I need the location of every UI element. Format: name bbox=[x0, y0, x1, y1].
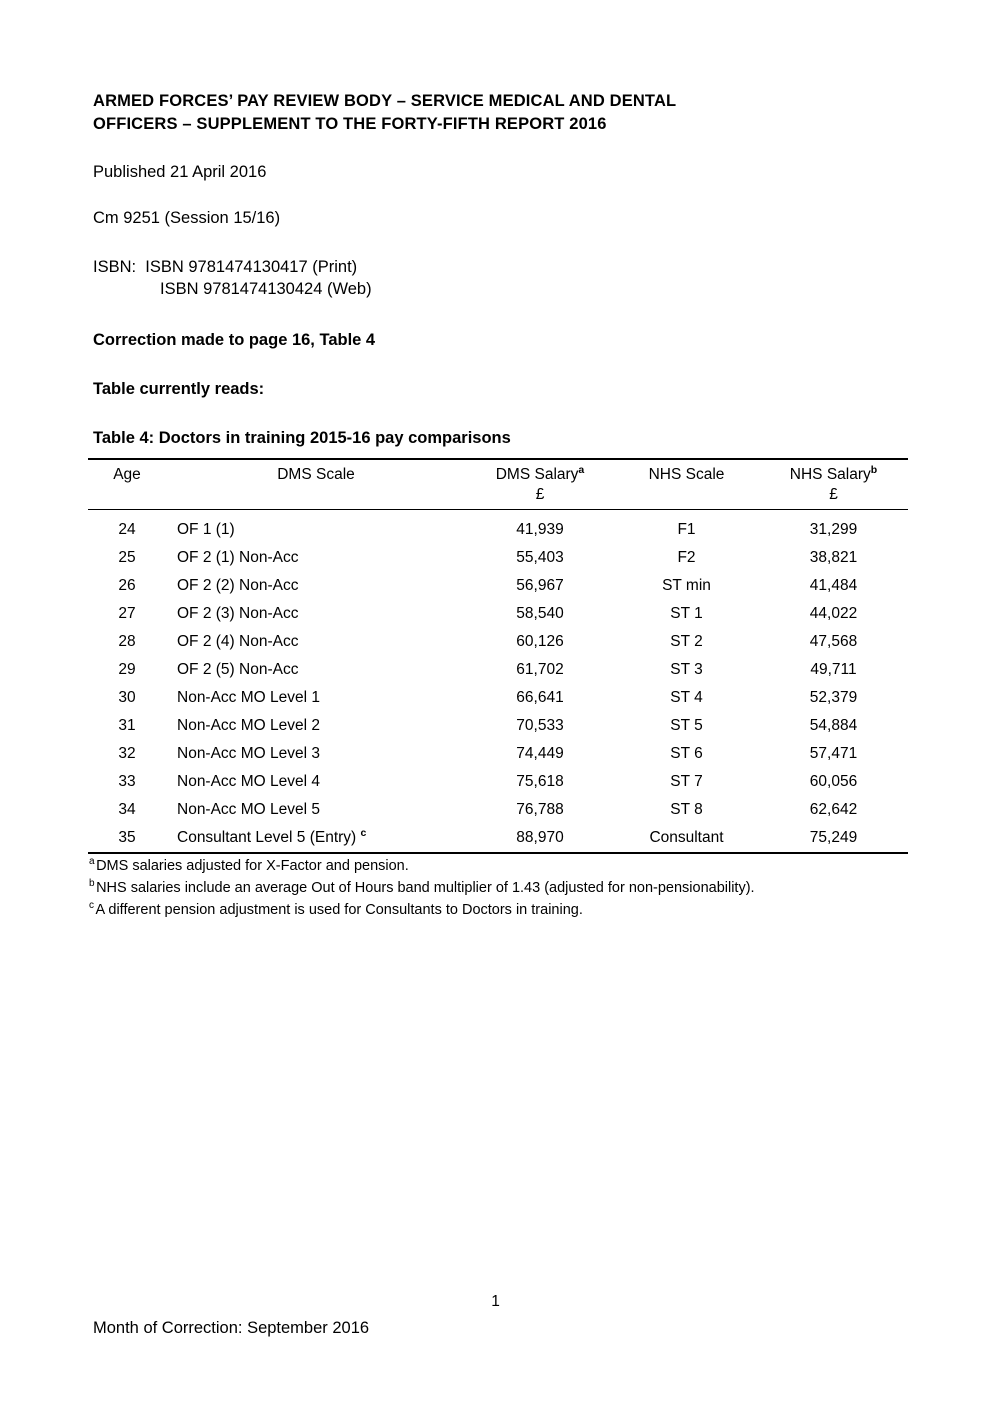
cell-nhs-scale: ST 8 bbox=[670, 800, 703, 818]
cell-dms-scale-label: Non-Acc MO Level 4 bbox=[177, 772, 320, 790]
cell-dms-salary: 55,403 bbox=[516, 548, 564, 566]
cell-nhs-scale: ST 1 bbox=[670, 604, 703, 622]
table-row bbox=[88, 712, 908, 740]
cell-nhs-salary: 31,299 bbox=[809, 520, 858, 538]
footnote bbox=[89, 877, 913, 899]
column-header-dms-salary-label: DMS Salary bbox=[495, 465, 579, 483]
cell-nhs-scale: ST min bbox=[662, 576, 711, 594]
cell-dms-scale-label: Non-Acc MO Level 1 bbox=[177, 688, 320, 706]
footnote bbox=[89, 899, 913, 921]
correction-heading: Correction made to page 16, Table 4 bbox=[93, 331, 376, 350]
command-paper-reference: Cm 9251 (Session 15/16) bbox=[93, 209, 281, 228]
cell-age: 28 bbox=[118, 632, 136, 650]
table-footnotes bbox=[89, 855, 913, 921]
pay-comparison-table-wrapper bbox=[88, 458, 908, 854]
table-row bbox=[88, 768, 908, 796]
footnote-marker: b bbox=[89, 877, 95, 889]
cell-nhs-scale: ST 6 bbox=[670, 744, 703, 762]
table-row bbox=[88, 572, 908, 600]
table-caption: Table 4: Doctors in training 2015-16 pay comparisons bbox=[93, 429, 511, 448]
cell-nhs-scale: ST 7 bbox=[670, 772, 703, 790]
cell-dms-salary: 61,702 bbox=[516, 660, 564, 678]
table-row bbox=[88, 796, 908, 824]
cell-age: 27 bbox=[118, 604, 136, 622]
page-title bbox=[93, 90, 823, 137]
cell-dms-scale bbox=[166, 656, 466, 684]
cell-dms-salary: 75,618 bbox=[516, 772, 564, 790]
page-title-line-2: OFFICERS – SUPPLEMENT TO THE FORTY-FIFTH REPORT 2016 bbox=[93, 115, 607, 134]
table-row bbox=[88, 824, 908, 853]
column-header-nhs-salary bbox=[759, 459, 908, 510]
cell-dms-scale-label: OF 2 (4) Non-Acc bbox=[177, 632, 299, 650]
table-row bbox=[88, 544, 908, 572]
cell-nhs-salary: 54,884 bbox=[809, 716, 858, 734]
footnote-text: NHS salaries include an average Out of Hours band multiplier of 1.43 (adjusted for non-pensionability). bbox=[96, 879, 755, 896]
cell-nhs-salary: 75,249 bbox=[759, 824, 908, 853]
column-header-dms-scale bbox=[166, 459, 466, 510]
cell-nhs-scale: ST 4 bbox=[670, 688, 703, 706]
cell-nhs-salary: 38,821 bbox=[809, 548, 858, 566]
footnote-text: DMS salaries adjusted for X-Factor and pension. bbox=[96, 857, 409, 874]
column-header-nhs-salary-unit: £ bbox=[829, 486, 838, 504]
cell-age: 35 bbox=[88, 824, 166, 853]
cell-dms-scale bbox=[166, 824, 466, 853]
cell-dms-salary: 60,126 bbox=[516, 632, 564, 650]
table-row bbox=[88, 684, 908, 712]
month-of-correction: Month of Correction: September 2016 bbox=[93, 1319, 370, 1337]
isbn-block bbox=[93, 256, 913, 302]
cell-dms-scale bbox=[166, 600, 466, 628]
table-row bbox=[88, 600, 908, 628]
footnote-marker-c: c bbox=[360, 826, 367, 839]
cell-dms-scale bbox=[166, 628, 466, 656]
currently-reads-heading: Table currently reads: bbox=[93, 379, 265, 398]
cell-age: 29 bbox=[118, 660, 136, 678]
column-header-age-label: Age bbox=[113, 465, 141, 483]
page-number: 1 bbox=[491, 1293, 500, 1310]
cell-dms-scale-label: OF 2 (5) Non-Acc bbox=[177, 660, 299, 678]
cell-dms-salary: 66,641 bbox=[516, 688, 564, 706]
cell-age: 24 bbox=[118, 520, 136, 538]
cell-age: 26 bbox=[118, 576, 136, 594]
cell-dms-scale-label: OF 2 (1) Non-Acc bbox=[177, 548, 299, 566]
cell-dms-salary: 88,970 bbox=[466, 824, 614, 853]
isbn-print: ISBN: ISBN 9781474130417 (Print) bbox=[93, 257, 358, 276]
column-header-nhs-scale bbox=[614, 459, 759, 510]
column-header-dms-salary bbox=[466, 459, 614, 510]
cell-age: 30 bbox=[118, 688, 136, 706]
footnote-marker: c bbox=[89, 899, 94, 911]
cell-dms-scale-label: Consultant Level 5 (Entry) bbox=[177, 828, 361, 846]
cell-nhs-salary: 41,484 bbox=[809, 576, 858, 594]
cell-dms-salary: 70,533 bbox=[516, 716, 564, 734]
table-row bbox=[88, 509, 908, 544]
table-body bbox=[88, 509, 908, 853]
footnote-marker-b: b bbox=[870, 463, 878, 476]
cell-dms-salary: 76,788 bbox=[516, 800, 564, 818]
footnote-marker: a bbox=[89, 855, 95, 867]
column-header-age bbox=[88, 459, 166, 510]
table-row bbox=[88, 740, 908, 768]
document-content bbox=[89, 90, 913, 921]
cell-dms-scale bbox=[166, 740, 466, 768]
cell-nhs-salary: 62,642 bbox=[809, 800, 858, 818]
cell-nhs-scale: F2 bbox=[677, 548, 696, 566]
cell-dms-scale bbox=[166, 509, 466, 544]
isbn-web: ISBN 9781474130424 (Web) bbox=[160, 280, 372, 299]
table-header-row bbox=[88, 459, 908, 510]
page-title-line-1: ARMED FORCES’ PAY REVIEW BODY – SERVICE MEDICAL AND DENTAL bbox=[93, 92, 677, 110]
cell-dms-scale bbox=[166, 768, 466, 796]
footnote-marker-a: a bbox=[578, 463, 585, 476]
cell-nhs-salary: 47,568 bbox=[809, 632, 858, 650]
cell-age: 34 bbox=[118, 800, 136, 818]
column-header-nhs-salary-label: NHS Salary bbox=[789, 465, 871, 483]
cell-dms-salary: 56,967 bbox=[516, 576, 564, 594]
column-header-dms-scale-label: DMS Scale bbox=[277, 465, 355, 483]
cell-nhs-scale: ST 3 bbox=[670, 660, 703, 678]
footnote-text: A different pension adjustment is used for Consultants to Doctors in training. bbox=[95, 901, 583, 918]
column-header-nhs-scale-label: NHS Scale bbox=[648, 465, 725, 483]
table-row bbox=[88, 628, 908, 656]
cell-nhs-salary: 44,022 bbox=[809, 604, 858, 622]
cell-age: 31 bbox=[118, 716, 136, 734]
cell-age: 25 bbox=[118, 548, 136, 566]
cell-dms-scale-label: Non-Acc MO Level 2 bbox=[177, 716, 320, 734]
cell-dms-scale-label: Non-Acc MO Level 5 bbox=[177, 800, 320, 818]
cell-dms-salary: 74,449 bbox=[516, 744, 564, 762]
cell-nhs-salary: 57,471 bbox=[809, 744, 858, 762]
cell-age: 33 bbox=[118, 772, 136, 790]
cell-dms-scale bbox=[166, 684, 466, 712]
cell-nhs-scale: Consultant bbox=[614, 824, 759, 853]
cell-dms-scale-label: OF 2 (3) Non-Acc bbox=[177, 604, 299, 622]
table-row bbox=[88, 656, 908, 684]
table-header bbox=[88, 459, 908, 510]
pay-comparison-table bbox=[88, 458, 908, 854]
cell-nhs-scale: ST 5 bbox=[670, 716, 703, 734]
cell-nhs-salary: 52,379 bbox=[809, 688, 858, 706]
published-date: Published 21 April 2016 bbox=[93, 162, 267, 181]
cell-dms-scale-label: OF 1 (1) bbox=[177, 520, 235, 538]
column-header-dms-salary-unit: £ bbox=[535, 486, 545, 504]
cell-dms-scale-label: Non-Acc MO Level 3 bbox=[177, 744, 320, 762]
cell-dms-scale bbox=[166, 712, 466, 740]
cell-dms-salary: 41,939 bbox=[516, 520, 564, 538]
cell-nhs-scale: ST 2 bbox=[670, 632, 703, 650]
cell-dms-scale bbox=[166, 796, 466, 824]
cell-dms-scale bbox=[166, 572, 466, 600]
cell-nhs-salary: 49,711 bbox=[810, 660, 857, 678]
cell-dms-salary: 58,540 bbox=[516, 604, 564, 622]
cell-nhs-salary: 60,056 bbox=[809, 772, 858, 790]
cell-dms-scale-label: OF 2 (2) Non-Acc bbox=[177, 576, 299, 594]
cell-age: 32 bbox=[118, 744, 136, 762]
cell-dms-scale bbox=[166, 544, 466, 572]
cell-nhs-scale: F1 bbox=[677, 520, 696, 538]
footnote bbox=[89, 855, 913, 877]
